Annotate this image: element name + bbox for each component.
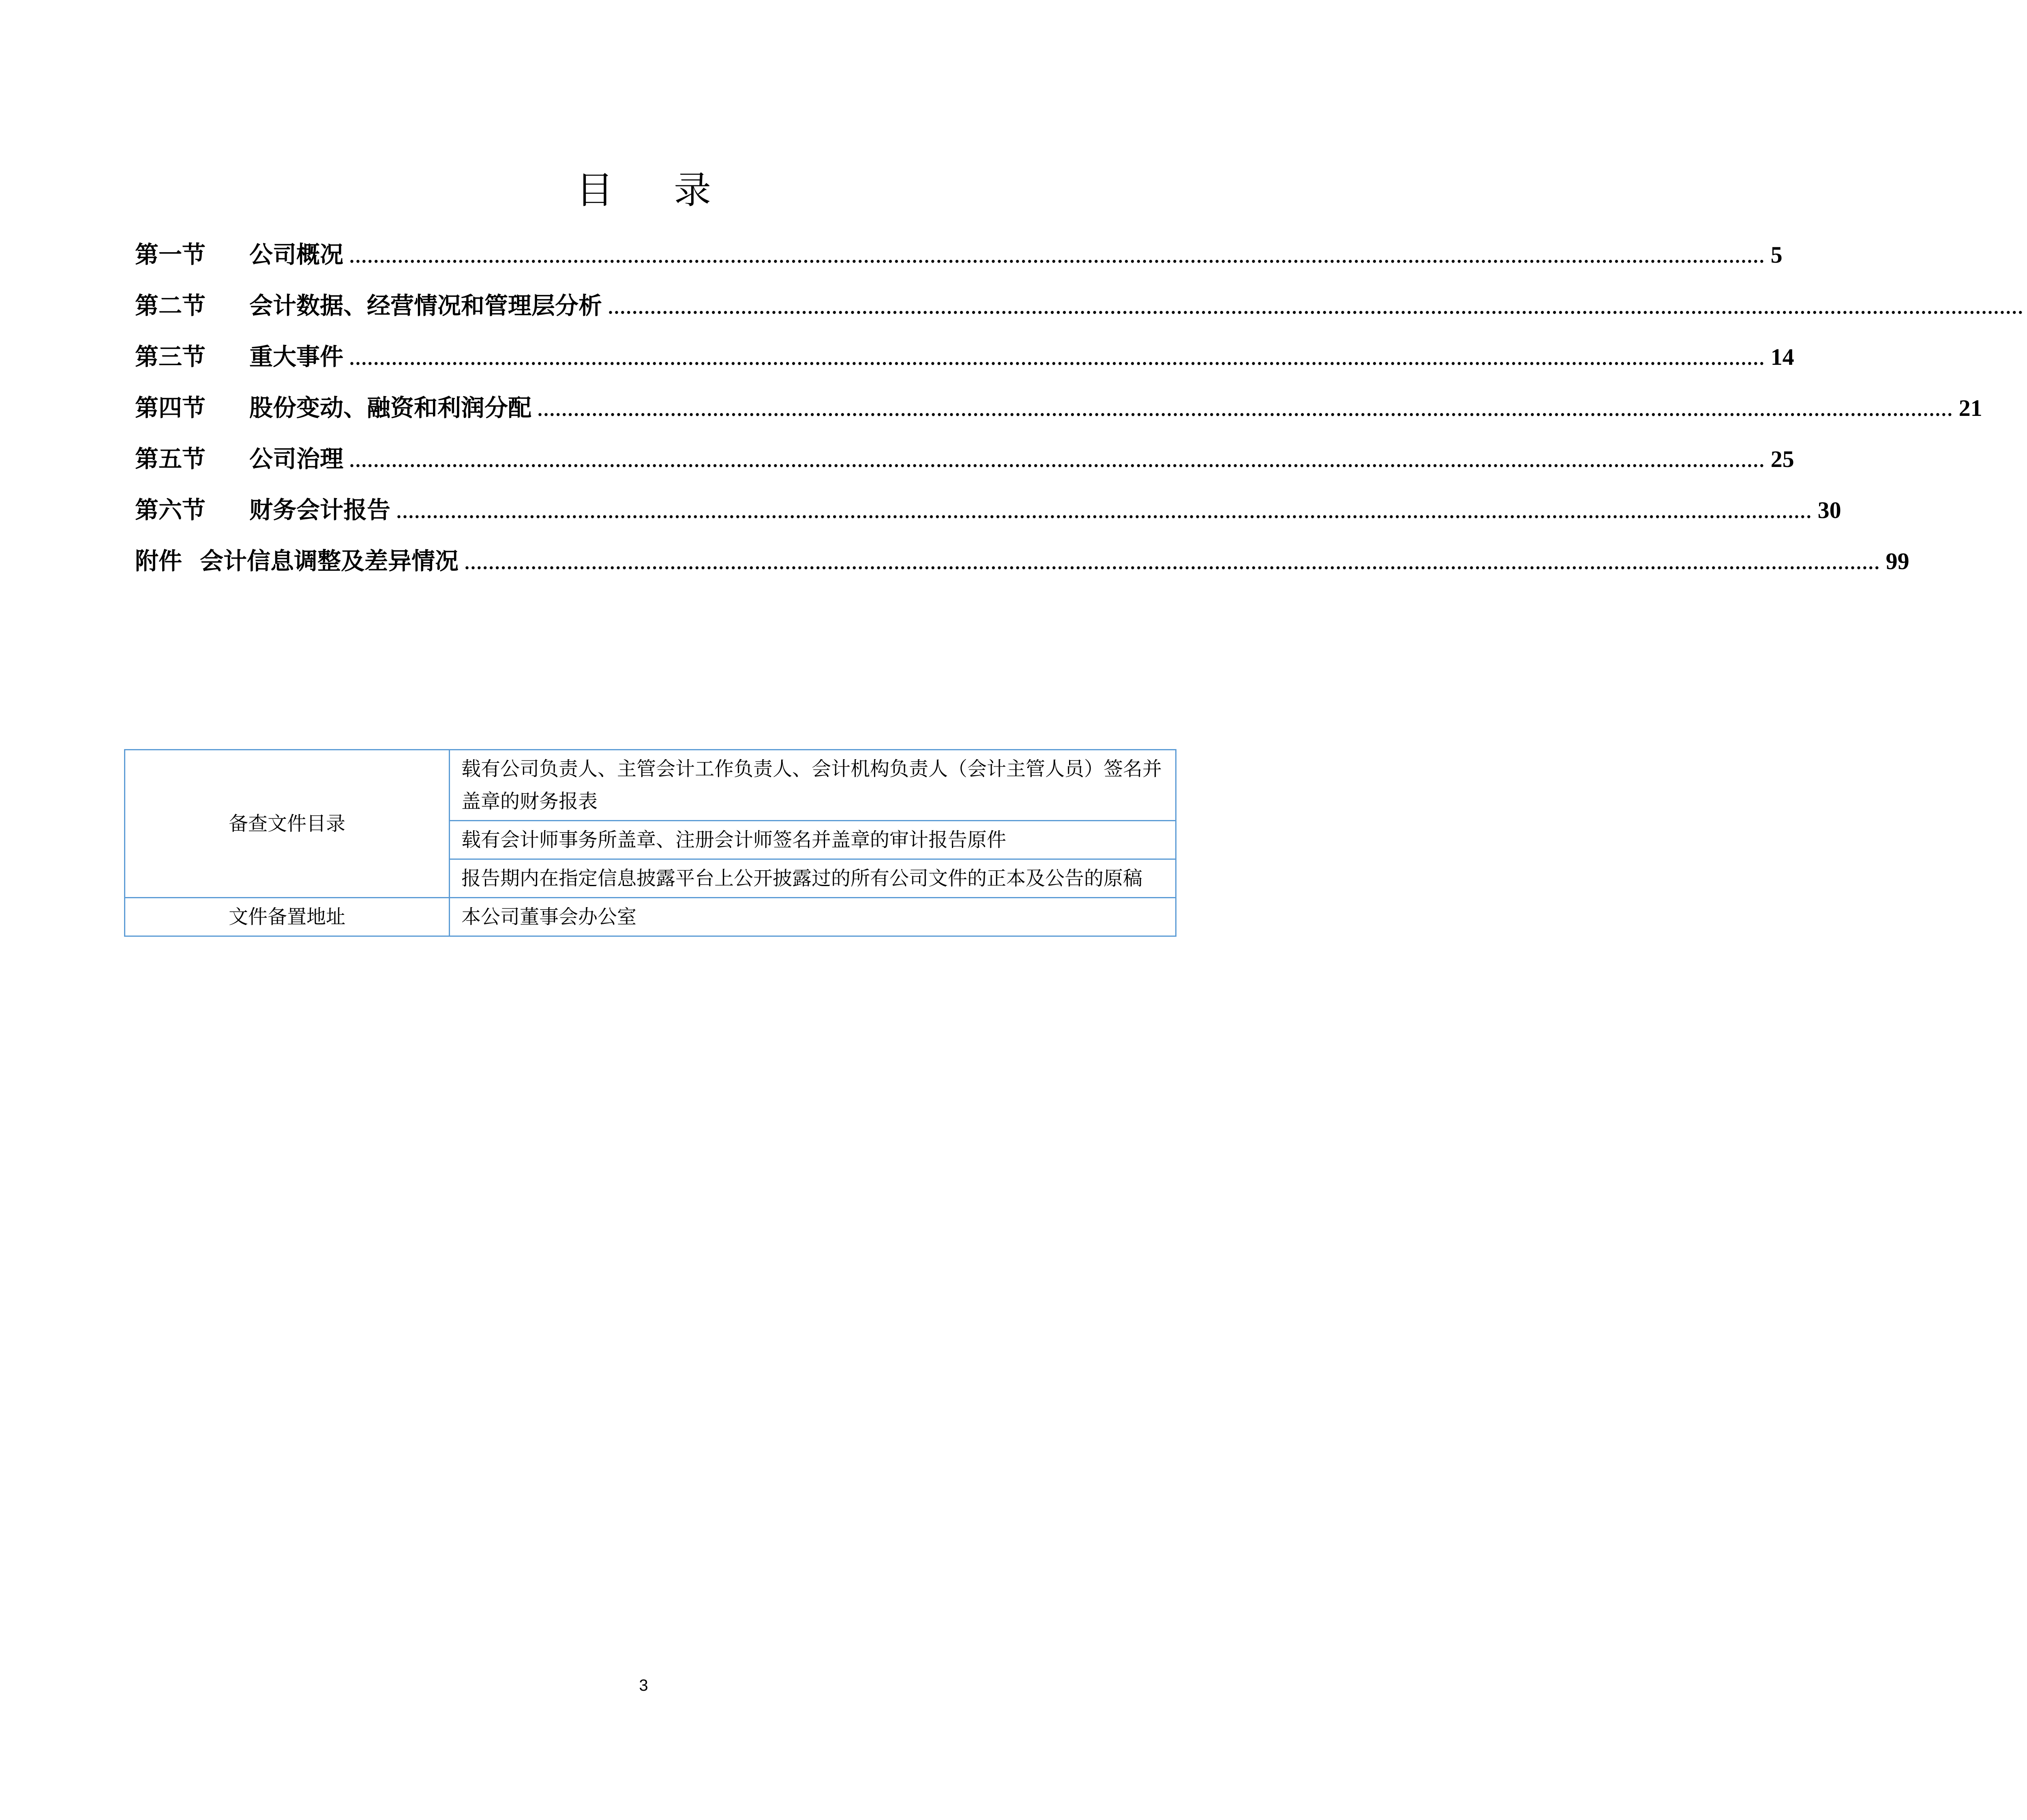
toc-section-title: 股份变动、融资和利润分配 [249, 394, 532, 422]
toc-page-number: 14 [1770, 344, 1794, 370]
toc-entry[interactable] [135, 331, 1794, 382]
toc-page-number: 5 [1770, 242, 1783, 268]
toc-section-title: 财务会计报告 [249, 496, 391, 524]
toc-section-title: 会计信息调整及差异情况 [200, 547, 459, 575]
toc-leader-dots: .......................................................................................................................................................................................................................................... [608, 299, 2024, 318]
table-row [125, 750, 1176, 821]
toc-entry[interactable] [135, 382, 1982, 433]
toc-page-number: 25 [1770, 446, 1794, 472]
table-of-contents [135, 229, 2024, 587]
toc-section-number: 第四节 [135, 394, 206, 422]
toc-section-number: 第一节 [135, 241, 206, 268]
toc-page-number [2024, 280, 2027, 332]
file-location-value: 本公司董事会办公室 [450, 898, 1176, 936]
toc-entry[interactable] [135, 229, 1783, 280]
toc-section-number: 第二节 [135, 292, 206, 319]
toc-section-number: 第五节 [135, 445, 206, 473]
toc-section-number: 第六节 [135, 496, 206, 524]
toc-entry[interactable] [135, 535, 1909, 587]
page-number: 3 [639, 1677, 648, 1694]
toc-section-title: 公司治理 [249, 445, 344, 473]
toc-title: 目 录 [576, 169, 736, 212]
toc-entry[interactable] [135, 280, 2024, 331]
toc-section-number: 第三节 [135, 343, 206, 370]
reference-files-table [124, 749, 1176, 937]
reference-file-item: 载有会计师事务所盖章、注册会计师签名并盖章的审计报告原件 [450, 821, 1176, 859]
reference-files-label: 备查文件目录 [125, 750, 450, 898]
file-location-label: 文件备置地址 [125, 898, 450, 936]
toc-leader-dots: .......................................................................................................................................................................................................................................... [537, 401, 1953, 420]
toc-page-number: 30 [1817, 497, 1841, 523]
toc-section-title: 会计数据、经营情况和管理层分析 [249, 292, 602, 319]
toc-leader-dots: .......................................................................................................................................................................................................................................... [396, 503, 1812, 522]
toc-leader-dots: .......................................................................................................................................................................................................................................... [464, 554, 1880, 573]
toc-entry[interactable] [135, 484, 1841, 535]
toc-page-number: 99 [1886, 548, 1909, 574]
toc-section-title: 公司概况 [249, 241, 344, 268]
toc-section-number: 附件 [135, 547, 182, 575]
toc-leader-dots: .......................................................................................................................................................................................................................................... [349, 248, 1765, 267]
toc-leader-dots: .......................................................................................................................................................................................................................................... [349, 350, 1765, 369]
table-row [125, 898, 1176, 936]
toc-section-title: 重大事件 [249, 343, 344, 370]
toc-page-number: 21 [1958, 395, 1982, 421]
toc-leader-dots: .......................................................................................................................................................................................................................................... [349, 452, 1765, 471]
toc-entry[interactable] [135, 433, 1794, 484]
reference-file-item: 报告期内在指定信息披露平台上公开披露过的所有公司文件的正本及公告的原稿 [450, 859, 1176, 898]
reference-file-item: 载有公司负责人、主管会计工作负责人、会计机构负责人（会计主管人员）签名并盖章的财务报表 [450, 750, 1176, 821]
